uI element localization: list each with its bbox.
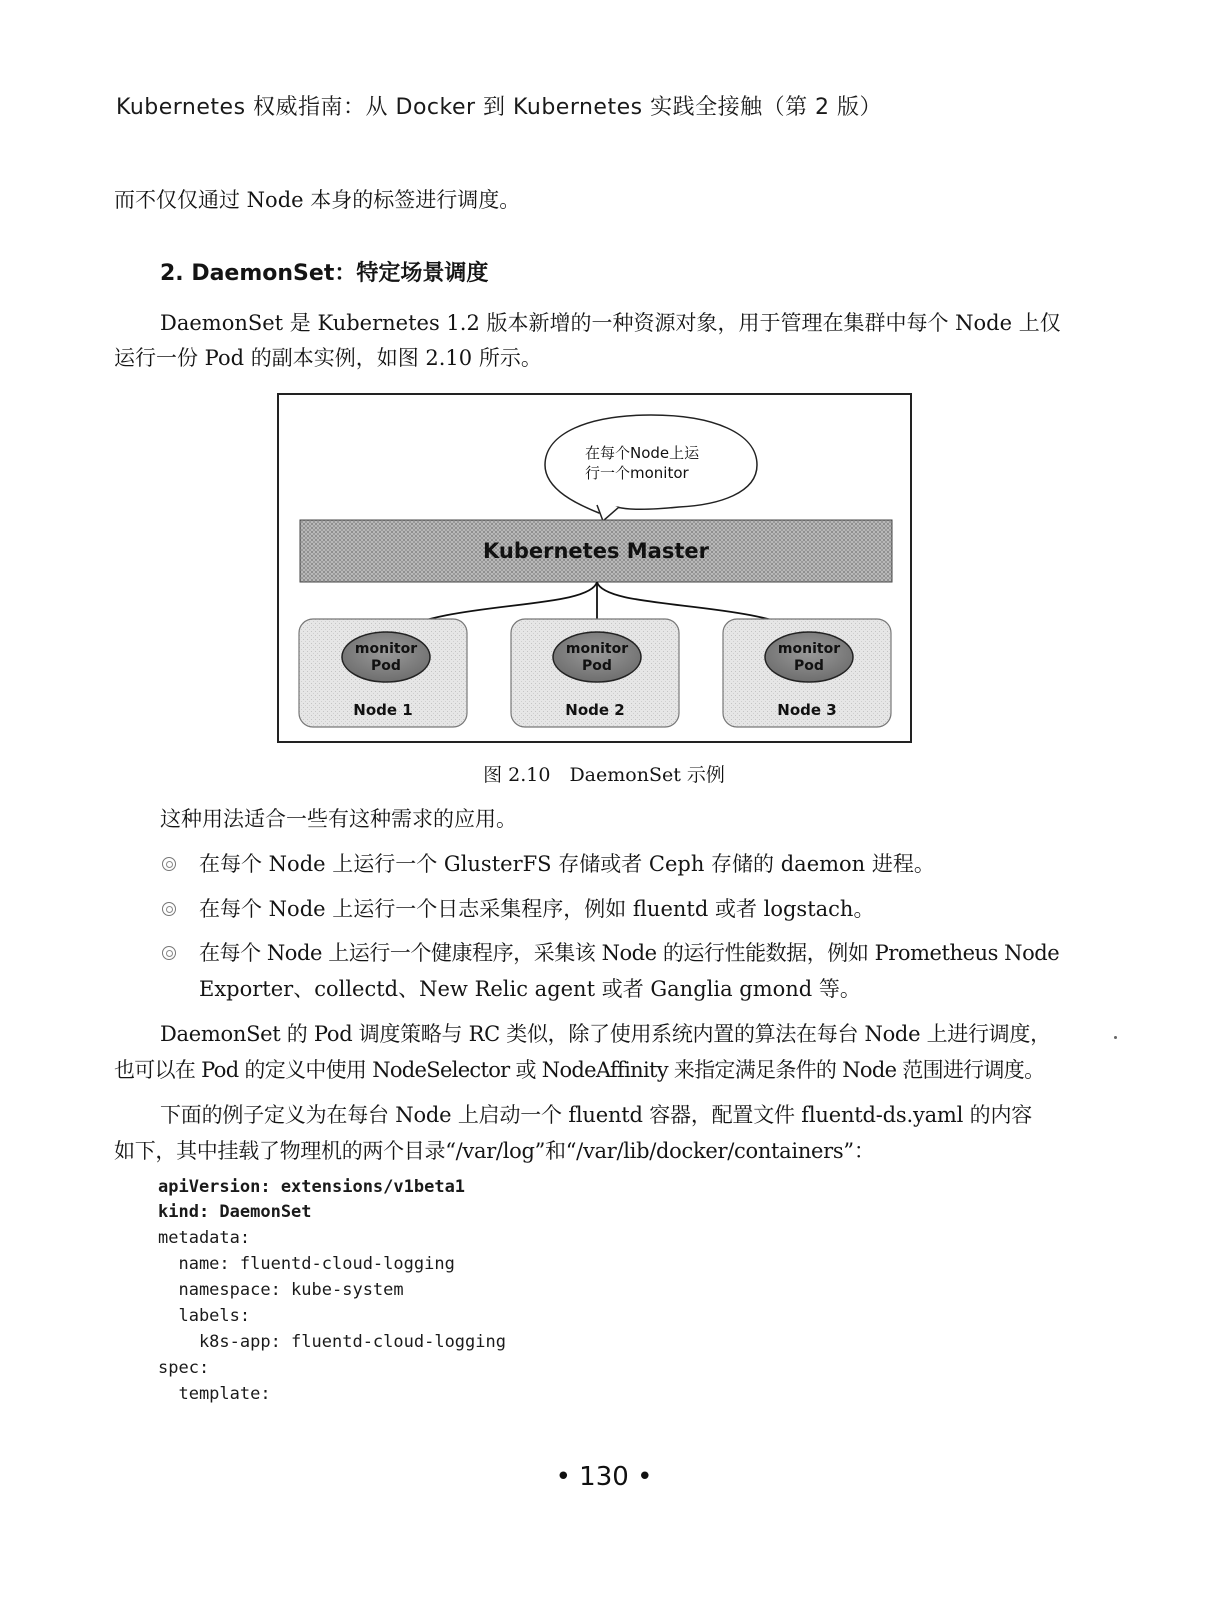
daemonset-figure (277, 393, 912, 743)
code-line-1: apiVersion: extensions/v1beta1 (158, 1177, 466, 1197)
para3-line1: 下面的例子定义为在每台 Node 上启动一个 fluentd 容器，配置文件 fluentd-ds.yaml 的内容 (160, 1103, 1033, 1127)
node1-pod (342, 632, 430, 682)
bubble-text-line2: 行一个monitor (585, 464, 689, 482)
speech-bubble-tail (597, 505, 619, 521)
figure-caption: 图 2.10 DaemonSet 示例 (483, 764, 725, 786)
para1-line1: DaemonSet 是 Kubernetes 1.2 版本新增的一种资源对象，用于管理在集群中每个 Node 上仅 (160, 311, 1061, 335)
bullet-3-line2: Exporter、collectd、New Relic agent 或者 Ganglia gmond 等。 (199, 977, 861, 1001)
code-line-2: kind: DaemonSet (158, 1202, 312, 1222)
node3-pod-line1: monitor (777, 641, 841, 657)
para2-line1: DaemonSet 的 Pod 调度策略与 RC 类似，除了使用系统内置的算法在每台 Node 上进行调度， (160, 1022, 1051, 1046)
node3-label: Node 3 (777, 701, 837, 719)
node3-pod-line2: Pod (794, 658, 824, 674)
bullet-3-line1: 在每个 Node 上运行一个健康程序，采集该 Node 的运行性能数据，例如 Prometheus Node (199, 941, 1060, 965)
node1-label: Node 1 (353, 701, 413, 719)
code-line-9: template: (158, 1384, 271, 1404)
daemonset-diagram (279, 395, 910, 741)
section-title: 2. DaemonSet：特定场景调度 (160, 261, 489, 286)
code-line-3: metadata: (158, 1228, 251, 1248)
bullet-icon (162, 857, 176, 871)
node2-pod-line2: Pod (582, 658, 612, 674)
para2-line2: 也可以在 Pod 的定义中使用 NodeSelector 或 NodeAffinity 来指定满足条件的 Node 范围进行调度。 (114, 1058, 1045, 1082)
usage-intro: 这种用法适合一些有这种需求的应用。 (160, 807, 517, 831)
intro-line: 而不仅仅通过 Node 本身的标签进行调度。 (114, 188, 521, 212)
bullet-1: 在每个 Node 上运行一个 GlusterFS 存储或者 Ceph 存储的 daemon 进程。 (199, 852, 935, 876)
node2-pod (553, 632, 641, 682)
bullet-2: 在每个 Node 上运行一个日志采集程序，例如 fluentd 或者 logstach。 (199, 897, 875, 921)
node3-pod (765, 632, 853, 682)
node1-pod-line2: Pod (371, 658, 401, 674)
node1-pod-line1: monitor (354, 641, 418, 657)
kubernetes-master-label: Kubernetes Master (483, 539, 709, 563)
code-line-4: name: fluentd-cloud-logging (158, 1254, 455, 1274)
bullet-icon (162, 902, 176, 916)
code-line-7: k8s-app: fluentd-cloud-logging (158, 1332, 506, 1352)
scan-speck (1114, 1036, 1117, 1039)
code-line-5: namespace: kube-system (158, 1280, 404, 1300)
para3-line2: 如下，其中挂载了物理机的两个目录“/var/log”和“/var/lib/docker/containers”： (114, 1139, 875, 1163)
code-line-8: spec: (158, 1358, 210, 1378)
node2-label: Node 2 (565, 701, 625, 719)
bullet-icon (162, 946, 176, 960)
bubble-text-line1: 在每个Node上运 (585, 444, 700, 462)
node2-pod-line1: monitor (565, 641, 629, 657)
page-number: • 130 • (555, 1462, 653, 1492)
code-line-6: labels: (158, 1306, 251, 1326)
running-header: Kubernetes 权威指南：从 Docker 到 Kubernetes 实践全接触（第 2 版） (116, 95, 883, 120)
para1-line2: 运行一份 Pod 的副本实例，如图 2.10 所示。 (114, 346, 542, 370)
